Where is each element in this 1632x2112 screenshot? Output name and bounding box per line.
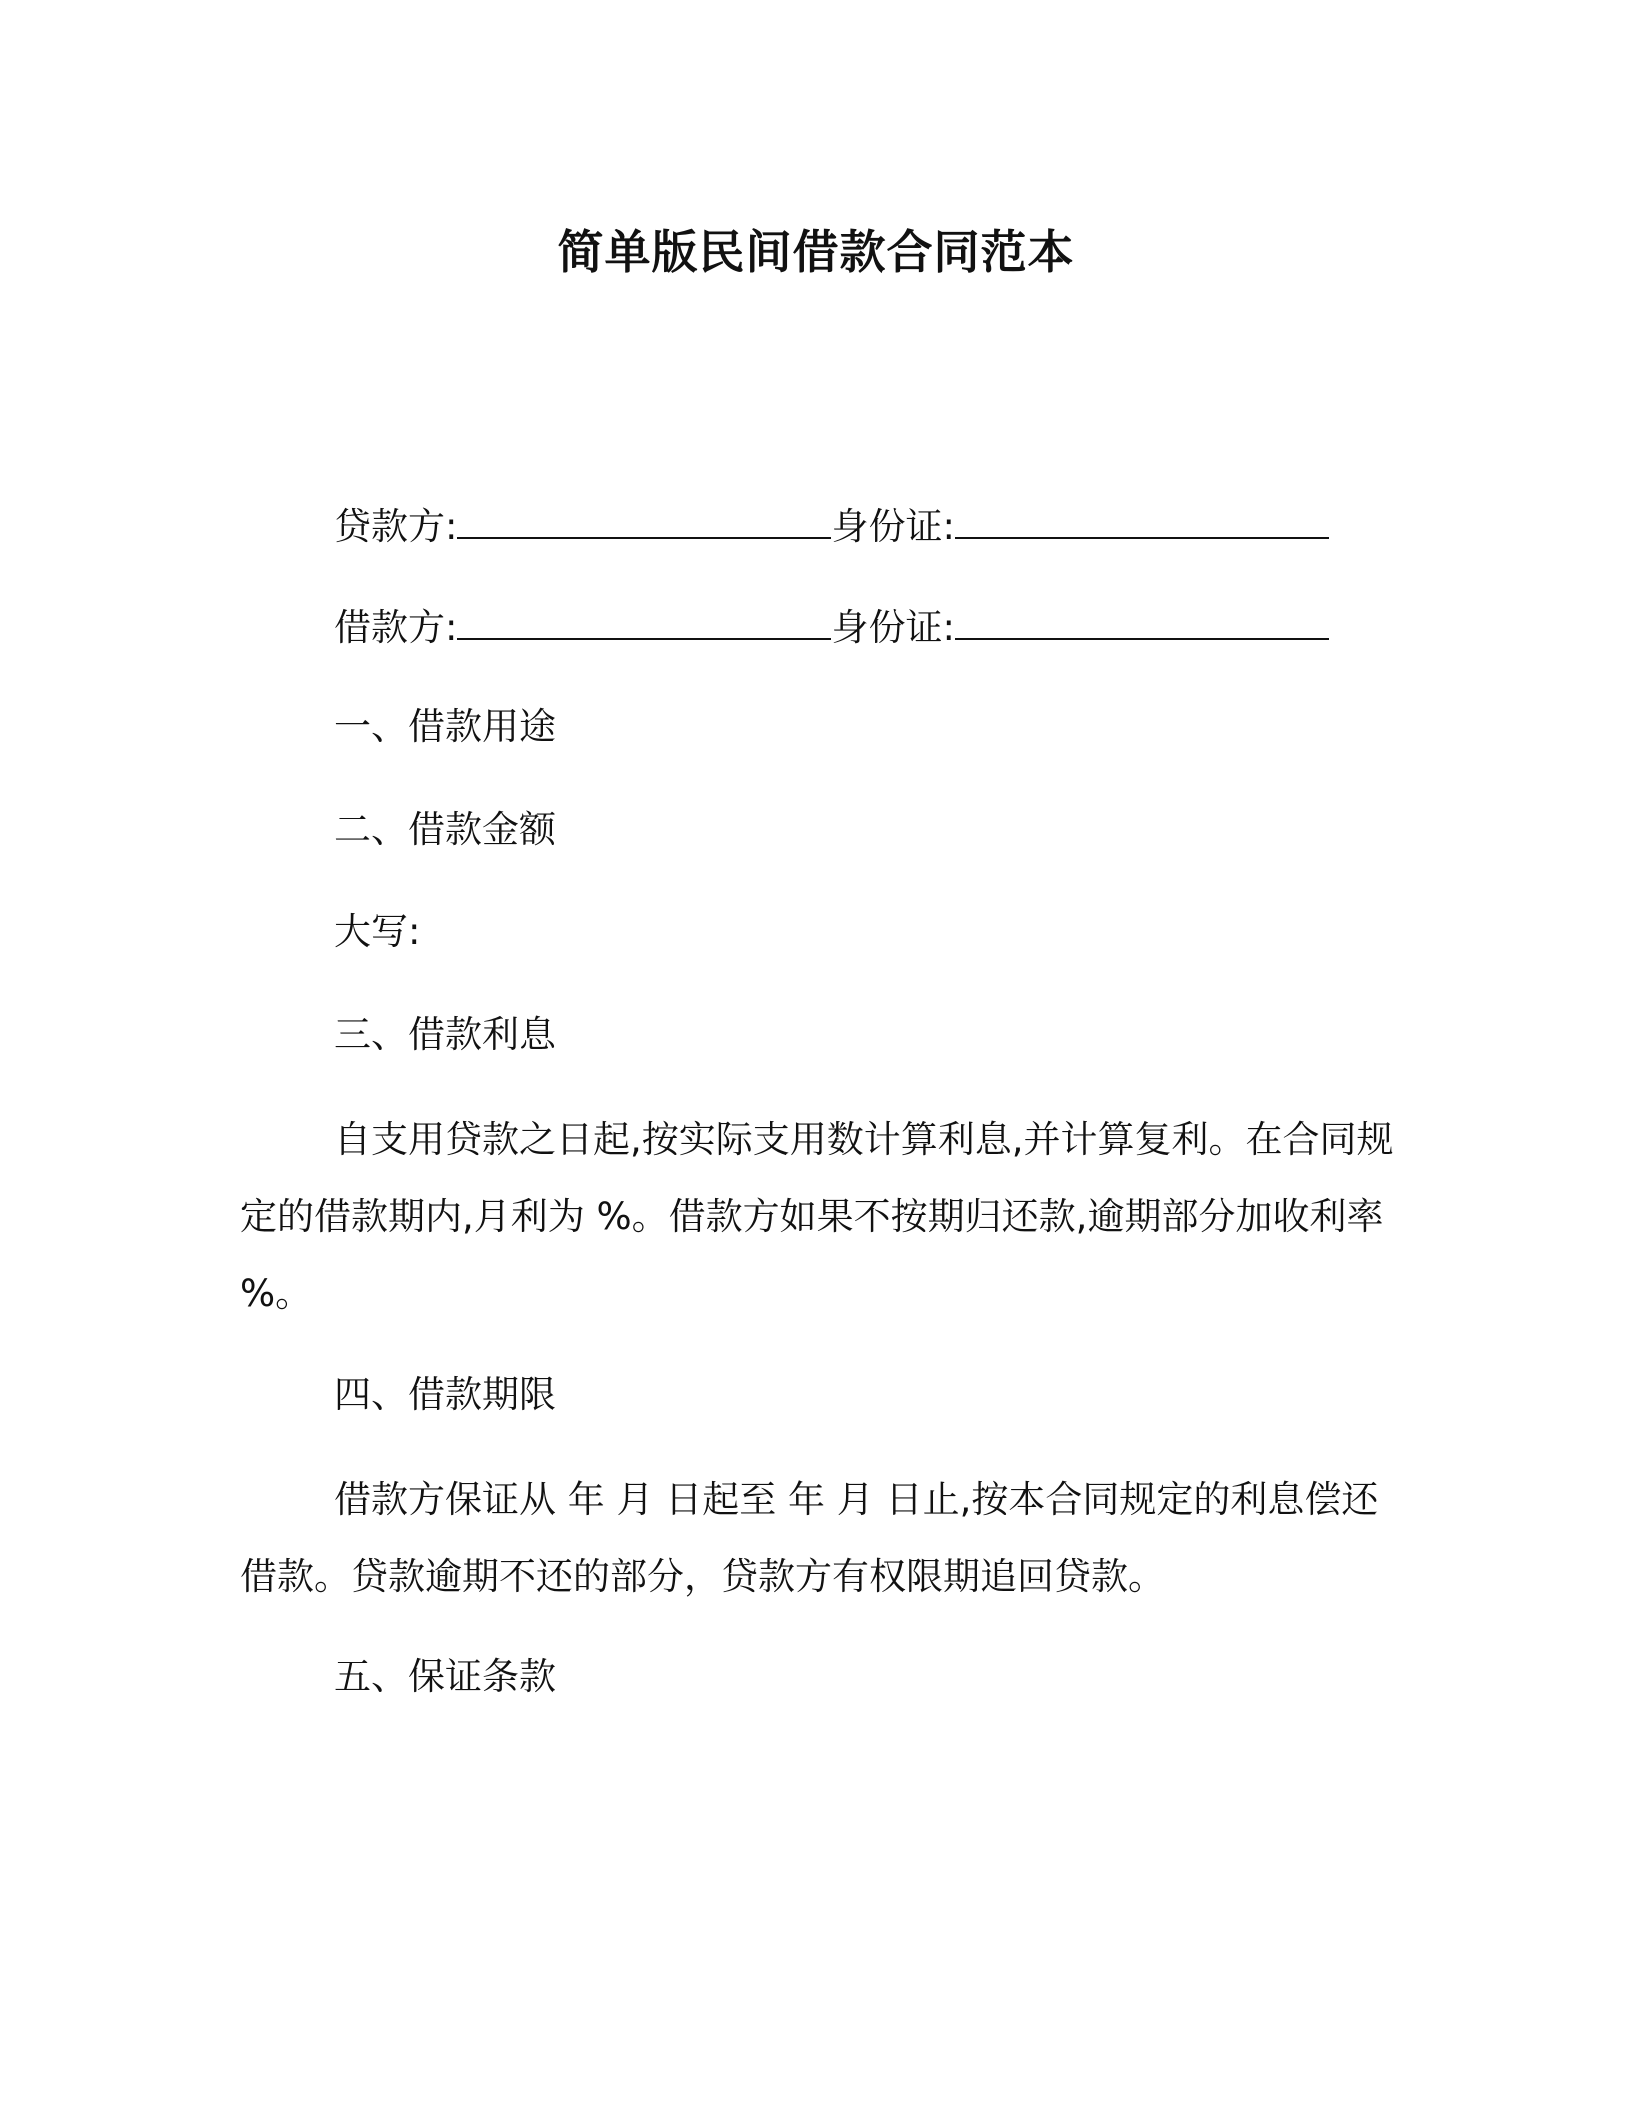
section-1-heading: 一、借款用途 [334,705,556,748]
lender-row [334,502,1329,552]
section-2-heading: 二、借款金额 [334,808,556,851]
lender-id-label: 身份证: [831,505,955,548]
borrower-row [334,603,1329,653]
lender-name-blank[interactable] [457,503,831,539]
borrower-label: 借款方: [334,606,458,649]
section-4-body: 借款方保证从 年 月 日起至 年 月 日止,按本合同规定的利息偿还借款。贷款逾期不还的部分，贷款方有权限期追回贷款。 [240,1478,1379,1598]
section-4-heading: 四、借款期限 [334,1373,556,1416]
lender-id-blank[interactable] [955,503,1329,539]
borrower-name-blank[interactable] [457,604,831,640]
amount-uppercase-label: 大写: [334,910,421,953]
borrower-id-label: 身份证: [831,606,955,649]
section-3-body: 自支用贷款之日起,按实际支用数计算利息,并计算复利。在合同规定的借款期内,月利为 %。借款方如果不按期归还款,逾期部分加收利率 %。 [240,1118,1394,1315]
borrower-id-blank[interactable] [955,604,1329,640]
lender-label: 贷款方: [334,505,458,548]
section-5-heading: 五、保证条款 [334,1655,556,1698]
section-3-heading: 三、借款利息 [334,1013,556,1056]
document-title: 简单版民间借款合同范本 [557,225,1075,279]
